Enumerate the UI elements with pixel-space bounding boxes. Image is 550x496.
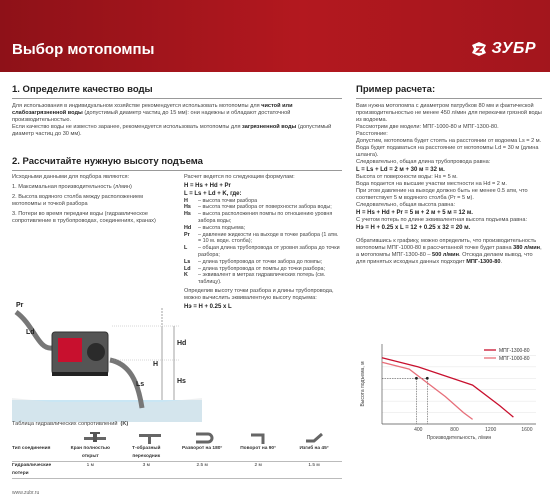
text-bold: загрязненной воды	[242, 124, 297, 130]
input-data-item: 1. Максимальная производительность (л/мин)	[12, 184, 132, 190]
definition-key: Ld	[184, 265, 191, 272]
definition-key: Ls	[184, 258, 191, 265]
chart-marker-point	[415, 377, 418, 380]
table-caption	[12, 421, 342, 427]
table-cell: 3 м	[142, 463, 150, 468]
definition-row	[184, 272, 342, 286]
label-ld: Ld	[26, 329, 35, 336]
chart-x-tick-label: 1600	[521, 427, 533, 433]
definition-value: – эквивалент в метрах гидравлических потерь (см. таблицу).	[198, 272, 326, 286]
label-h: H	[153, 361, 159, 368]
table-cell: 1.5 м	[308, 463, 320, 468]
example-text: Рассмотрим две модели: МПГ-1000-80 и МПГ-1300-80.	[356, 124, 499, 130]
table-cell: 1 м	[86, 463, 94, 468]
definition-value: – давление жидкости на выходе в точке разбора (1 атм. = 10 м. водн. столба);	[198, 231, 339, 245]
example-text: С учетом потерь по длине эквивалентная высота подъема равна:	[356, 217, 528, 223]
definition-value: – длина трубопровода от помпы до точки разбора;	[198, 265, 326, 272]
text: , а мотопомпы МПГ-1300-80 –	[356, 245, 542, 258]
definition-row	[184, 245, 342, 259]
performance-chart	[356, 338, 542, 444]
text: .	[500, 259, 503, 265]
definition-row	[184, 211, 342, 225]
chart-x-axis-label: Производительность, л/мин	[426, 435, 492, 441]
example-text: Следовательно, общая длина трубопровода равна:	[356, 159, 491, 165]
section-lift-height	[12, 156, 342, 310]
definition-row	[184, 232, 342, 246]
definition-row	[184, 266, 342, 273]
text: Для использования в индивидуальном хозяйстве рекомендуется использовать мотопомпы для	[12, 103, 262, 109]
example-text: Вам нужна мотопомпа с диаметром патрубков 80 мм и фактической производительностью не менее 450 л/мин для перекачки грязной воды из водоема.	[356, 103, 542, 123]
table-header-cell: Разворот на 180°	[182, 446, 223, 451]
table-header-cell: Кран полностью открыт	[70, 446, 110, 459]
section2-heading: 2. Рассчитайте нужную высоту подъема	[12, 156, 342, 171]
resistance-table	[12, 421, 342, 479]
right-column	[356, 84, 542, 441]
fitting-icons-row	[12, 431, 342, 445]
table-caption-text: Таблица гидравлических сопротивлений	[12, 421, 118, 427]
example-conclusion	[356, 238, 542, 266]
table-cell: 2.5 м	[196, 463, 208, 468]
text: . Отсюда делаем вывод, что для принятых исходных данных подходит	[356, 252, 533, 265]
definition-row	[184, 225, 342, 232]
formulas-block	[184, 174, 342, 311]
chart-legend-label: МПГ-1000-80	[499, 356, 530, 362]
definition-value: – высота подъема;	[198, 224, 246, 231]
definition-value: – общая длина трубопровода от уровня забора до точки разбора;	[198, 245, 340, 258]
text-bold: чистой или слабозагрязненной воды	[12, 103, 293, 116]
definition-row	[184, 204, 342, 211]
table-cell: Гидравлические потери	[12, 463, 52, 476]
text-bold: МПГ-1300-80	[466, 259, 501, 265]
table-header-row	[12, 445, 342, 462]
formula-h: H = Hs + Hd + Pr	[184, 182, 231, 189]
chart-y-axis-label: Высота подъема, м	[360, 361, 366, 407]
brand-name: ЗУБР	[491, 40, 536, 57]
example-formula-equiv: Hэ = H + 0.25 x L = 12 + 0.25 x 32 = 20 м.	[356, 225, 471, 231]
text: (допустимый диаметр частиц до 30 мм).	[12, 124, 332, 137]
definition-row	[184, 198, 342, 205]
input-data-item: 3. Потери во время передачи воды (гидравлическое сопротивление в трубопроводах, соединениях, кранах)	[12, 211, 156, 224]
section1-paragraph1	[12, 103, 342, 124]
example-text: Расстояние:	[356, 131, 388, 137]
section1-paragraph2	[12, 124, 342, 138]
chart-legend-label: МПГ-1300-80	[499, 348, 530, 354]
zubr-logo-icon	[471, 41, 487, 57]
table-cell: 2 м	[254, 463, 262, 468]
example-text: Допустим, мотопомпа будет стоять на расстоянии от водоема Ls = 2 м.	[356, 138, 542, 144]
pump-diagram	[12, 290, 202, 422]
website-link[interactable]: www.zubr.ru	[12, 490, 40, 496]
formula-l: L = Ls + Ld + K, где:	[184, 190, 242, 197]
definition-key: Pr	[184, 231, 190, 238]
example-formula-h: H = Hs + Hd + Pr = 5 м + 2 м + 5 м = 12 м.	[356, 210, 473, 216]
table-header-cell: Поворот на 90°	[240, 446, 277, 451]
label-pr: Pr	[16, 302, 24, 309]
brand-logo	[471, 40, 536, 58]
page-title: Выбор мотопомпы	[12, 41, 155, 58]
definition-key: H	[184, 197, 188, 204]
example-heading: Пример расчета:	[356, 84, 542, 99]
fitting-icon-spacer	[12, 431, 67, 445]
example-formula-l: L = Ls + Ld = 2 м + 30 м = 32 м.	[356, 167, 445, 173]
example-text: Высота от поверхности воды: Hs = 5 м.	[356, 174, 458, 180]
label-ls: Ls	[136, 381, 145, 388]
text: Если качество воды не известно заранее, рекомендуется использовать мотопомпы для	[12, 124, 243, 130]
table-row	[12, 462, 342, 479]
chart-x-tick-label: 800	[450, 427, 459, 433]
table-header-cell: Изгиб на 45°	[299, 446, 329, 451]
table-header-cell: Тип соединения	[12, 446, 51, 451]
example-text: Вода будет подаваться на расстояние от мотопомпы Ld = 30 м (длина шланга).	[356, 145, 539, 158]
equiv-text: Определив высоту точки разбора и длины трубопровода, можно вычислить эквивалентную высоту подъема:	[184, 287, 334, 301]
formula-equiv: Hэ = H + 0.25 x L	[184, 303, 232, 310]
example-text: При этом давление на выходе должно быть не менее 0.5 атм, что соответствует 5 м водяного столба (Pr = 5 м).	[356, 188, 528, 201]
chart-marker-point	[426, 377, 429, 380]
definition-key: L	[184, 245, 188, 252]
input-data-item: 2. Высота водяного столба между расположением мотопомпы и точкой разбора	[12, 194, 143, 207]
label-hs: Hs	[177, 378, 186, 385]
header-banner	[0, 0, 550, 72]
section-water-quality	[12, 84, 342, 138]
chart-x-tick-label: 400	[414, 427, 423, 433]
text: (допустимый диаметр частиц до 15 мм): они надежны и обладают достаточной производительностью.	[12, 110, 291, 123]
section1-heading: 1. Определите качество воды	[12, 84, 342, 99]
definition-key: Hd	[184, 224, 192, 231]
elbow-45-icon	[287, 431, 342, 445]
pump-icon	[52, 332, 108, 376]
tee-fitting-icon	[122, 431, 177, 445]
example-text: Следовательно, общая высота равна:	[356, 202, 456, 208]
text-bold: 380 л/мин	[513, 245, 541, 251]
definition-key: Hs	[184, 211, 191, 218]
example-text: Вода подается на высшие участки местности на Hd = 2 м.	[356, 181, 507, 187]
text-bold: 500 л/мин	[432, 252, 459, 258]
table-header-cell: Т-образный переходник	[132, 446, 161, 459]
definition-value: – длина трубопровода от точки забора до помпы;	[198, 258, 323, 265]
text: Обратившись к графику, можно определить, что производительность мотопомпы МПГ-1000-80 в рассчитанной точке будет равна	[356, 238, 537, 251]
definition-value: – высота точки разбора	[198, 197, 258, 204]
definition-key: K	[184, 272, 188, 279]
definition-value: – высота расположения помпы по отношению уровня забора воды;	[198, 211, 333, 224]
definition-row	[184, 259, 342, 266]
chart-x-tick-label: 1200	[485, 427, 497, 433]
input-data-intro: Исходными данными для подбора являются:	[12, 174, 130, 180]
input-data-list	[12, 174, 172, 228]
valve-icon	[67, 431, 122, 445]
elbow-90-icon	[232, 431, 287, 445]
definition-key: Hs	[184, 204, 191, 211]
table-caption-symbol: (K)	[120, 421, 129, 427]
label-hd: Hd	[177, 340, 187, 347]
definition-value: – высота точки разбора от поверхности забора воды;	[198, 204, 332, 211]
u-turn-fitting-icon	[177, 431, 232, 445]
calc-intro: Расчет ведется по следующим формулам:	[184, 174, 295, 180]
